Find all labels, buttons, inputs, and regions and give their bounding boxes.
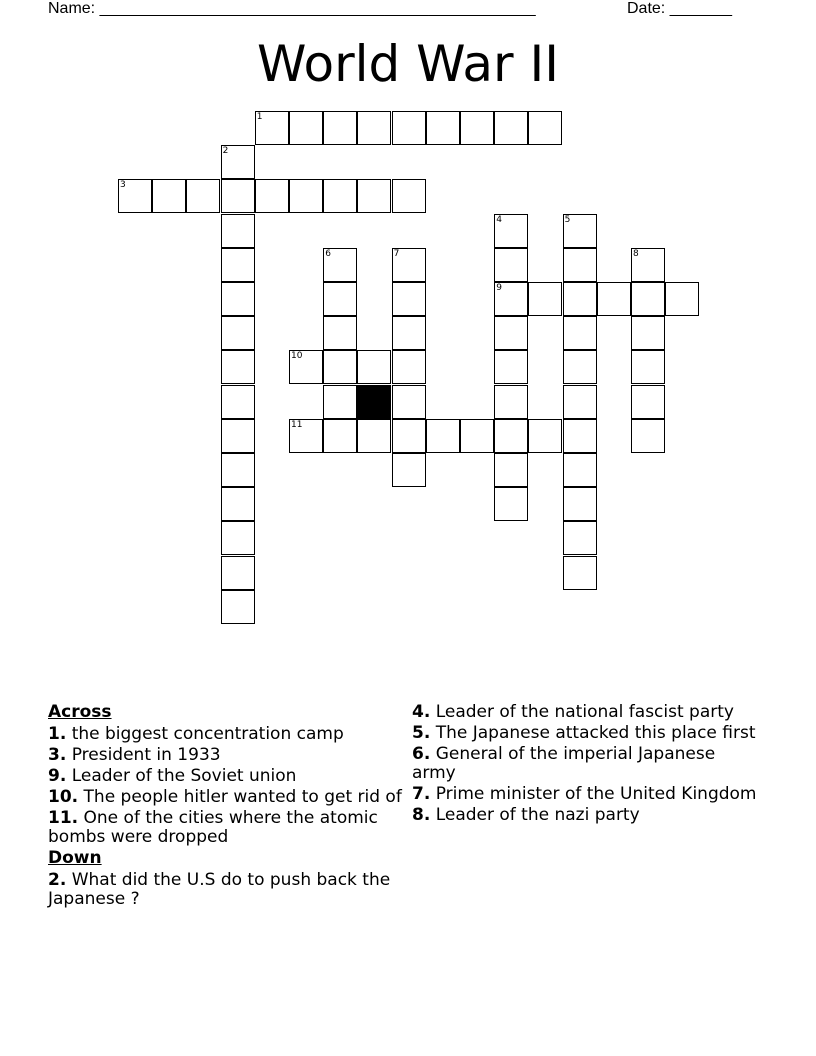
grid-cell[interactable]: [563, 419, 597, 453]
name-field-label: Name: _________________________________________________: [48, 0, 536, 17]
grid-cell[interactable]: [563, 350, 597, 384]
grid-cell[interactable]: [494, 453, 528, 487]
grid-cell[interactable]: [221, 179, 255, 213]
grid-cell[interactable]: [392, 248, 426, 282]
clue-text: General of the imperial Japanese army: [412, 744, 716, 783]
clue-number: 4.: [412, 702, 431, 722]
clue-down-4: [412, 703, 757, 722]
clue-number: 8.: [412, 805, 431, 825]
grid-cell[interactable]: [152, 179, 186, 213]
clue-text: The Japanese attacked this place first: [435, 723, 756, 743]
clue-number-label: 6: [325, 248, 331, 259]
grid-cell[interactable]: [221, 385, 255, 419]
clue-number: 10.: [48, 787, 79, 807]
black-cell: [357, 385, 391, 419]
grid-cell[interactable]: [323, 419, 357, 453]
grid-cell[interactable]: [494, 385, 528, 419]
grid-cell[interactable]: [392, 350, 426, 384]
clue-text: What did the U.S do to push back the Japanese ?: [48, 870, 391, 909]
grid-cell[interactable]: [357, 350, 391, 384]
grid-cell[interactable]: [563, 487, 597, 521]
grid-cell[interactable]: [563, 316, 597, 350]
grid-cell[interactable]: [221, 214, 255, 248]
grid-cell[interactable]: [392, 453, 426, 487]
clue-across-3: [48, 746, 403, 765]
grid-cell[interactable]: [528, 419, 562, 453]
clue-across-9: [48, 767, 403, 786]
date-field-label: Date: _______: [627, 0, 732, 17]
grid-cell[interactable]: [323, 282, 357, 316]
clue-text: Leader of the Soviet union: [71, 766, 297, 786]
clue-number-label: 9: [496, 283, 502, 293]
grid-cell[interactable]: [186, 179, 220, 213]
grid-cell[interactable]: [494, 487, 528, 521]
grid-cell[interactable]: [289, 350, 323, 384]
clue-text: Prime minister of the United Kingdom: [435, 784, 757, 804]
clue-number-label: 4: [496, 214, 502, 225]
grid-cell[interactable]: [494, 419, 528, 453]
grid-cell[interactable]: [323, 385, 357, 419]
grid-cell[interactable]: [323, 316, 357, 350]
grid-cell[interactable]: [221, 521, 255, 555]
clue-number: 11.: [48, 808, 79, 828]
clue-number: 2.: [48, 870, 67, 890]
grid-cell[interactable]: [494, 248, 528, 282]
grid-cell[interactable]: [631, 419, 665, 453]
grid-cell[interactable]: [221, 590, 255, 624]
grid-cell[interactable]: [255, 111, 289, 145]
grid-cell[interactable]: [221, 350, 255, 384]
clue-text: the biggest concentration camp: [71, 724, 344, 744]
grid-cell[interactable]: [221, 316, 255, 350]
clues-column-right: [412, 703, 757, 827]
grid-cell[interactable]: [426, 111, 460, 145]
clue-down-6: [412, 745, 757, 783]
across-heading: Across: [48, 702, 112, 722]
grid-cell[interactable]: [323, 111, 357, 145]
grid-cell[interactable]: [289, 179, 323, 213]
grid-cell[interactable]: [563, 556, 597, 590]
grid-cell[interactable]: [221, 145, 255, 179]
grid-cell[interactable]: [631, 316, 665, 350]
clues-column-left: [48, 703, 403, 911]
clue-across-10: [48, 788, 403, 807]
grid-cell[interactable]: [528, 282, 562, 316]
clue-number: 3.: [48, 745, 67, 765]
grid-cell[interactable]: [357, 419, 391, 453]
clue-number-label: 3: [120, 180, 126, 191]
grid-cell[interactable]: [426, 419, 460, 453]
grid-cell[interactable]: [563, 214, 597, 248]
clue-number-label: 10: [291, 351, 303, 362]
grid-cell[interactable]: [494, 214, 528, 248]
grid-cell[interactable]: [563, 521, 597, 555]
grid-cell[interactable]: [392, 179, 426, 213]
clue-number-label: 7: [393, 248, 400, 259]
clue-down-2: [48, 871, 403, 909]
grid-cell[interactable]: [563, 453, 597, 487]
clue-across-11: [48, 809, 403, 847]
clue-text: Leader of the nazi party: [435, 805, 640, 825]
grid-cell[interactable]: [665, 282, 699, 316]
clue-text: One of the cities where the atomic bombs were dropped: [48, 808, 378, 847]
grid-cell[interactable]: [494, 111, 528, 145]
grid-cell[interactable]: [460, 111, 494, 145]
clue-number-label: 2: [222, 146, 229, 157]
grid-cell[interactable]: [631, 350, 665, 384]
clue-text: The people hitler wanted to get rid of: [83, 787, 402, 807]
clue-number: 1.: [48, 724, 67, 744]
grid-cell[interactable]: [392, 419, 426, 453]
grid-cell[interactable]: [289, 419, 323, 453]
clue-number-label: 5: [564, 214, 571, 225]
grid-cell[interactable]: [221, 282, 255, 316]
grid-cell[interactable]: [563, 282, 597, 316]
page-title: World War II: [256, 35, 559, 93]
grid-cell[interactable]: [357, 179, 391, 213]
grid-cell[interactable]: [323, 179, 357, 213]
grid-cell[interactable]: [631, 248, 665, 282]
clue-number-label: 1: [256, 112, 263, 122]
grid-cell[interactable]: [118, 179, 152, 213]
grid-cell[interactable]: [563, 385, 597, 419]
grid-cell[interactable]: [221, 556, 255, 590]
clue-number: 9.: [48, 766, 67, 786]
grid-cell[interactable]: [494, 316, 528, 350]
clue-text: Leader of the national fascist party: [435, 702, 734, 722]
grid-cell[interactable]: [392, 316, 426, 350]
grid-cell[interactable]: [528, 111, 562, 145]
clue-number-label: 8: [633, 248, 639, 259]
grid-cell[interactable]: [323, 350, 357, 384]
grid-cell[interactable]: [357, 111, 391, 145]
grid-cell[interactable]: [392, 282, 426, 316]
clue-number: 5.: [412, 723, 431, 743]
grid-cell[interactable]: [494, 282, 528, 316]
grid-cell[interactable]: [255, 179, 289, 213]
clue-number-label: 11: [291, 419, 303, 430]
grid-cell[interactable]: [323, 248, 357, 282]
grid-cell[interactable]: [597, 282, 631, 316]
grid-cell[interactable]: [631, 385, 665, 419]
grid-cell[interactable]: [221, 487, 255, 521]
grid-cell[interactable]: [392, 385, 426, 419]
grid-cell[interactable]: [563, 248, 597, 282]
grid-cell[interactable]: [392, 111, 426, 145]
clue-number: 7.: [412, 784, 431, 804]
clue-number: 6.: [412, 744, 431, 764]
clue-across-1: [48, 725, 403, 744]
grid-cell[interactable]: [221, 248, 255, 282]
grid-cell[interactable]: [460, 419, 494, 453]
grid-cell[interactable]: [289, 111, 323, 145]
clue-down-5: [412, 724, 757, 743]
clue-down-8: [412, 806, 757, 825]
clue-text: President in 1933: [71, 745, 221, 765]
grid-cell[interactable]: [221, 419, 255, 453]
grid-cell[interactable]: [494, 350, 528, 384]
grid-cell[interactable]: [221, 453, 255, 487]
clue-down-7: [412, 785, 757, 804]
grid-cell[interactable]: [631, 282, 665, 316]
down-heading: Down: [48, 848, 102, 868]
